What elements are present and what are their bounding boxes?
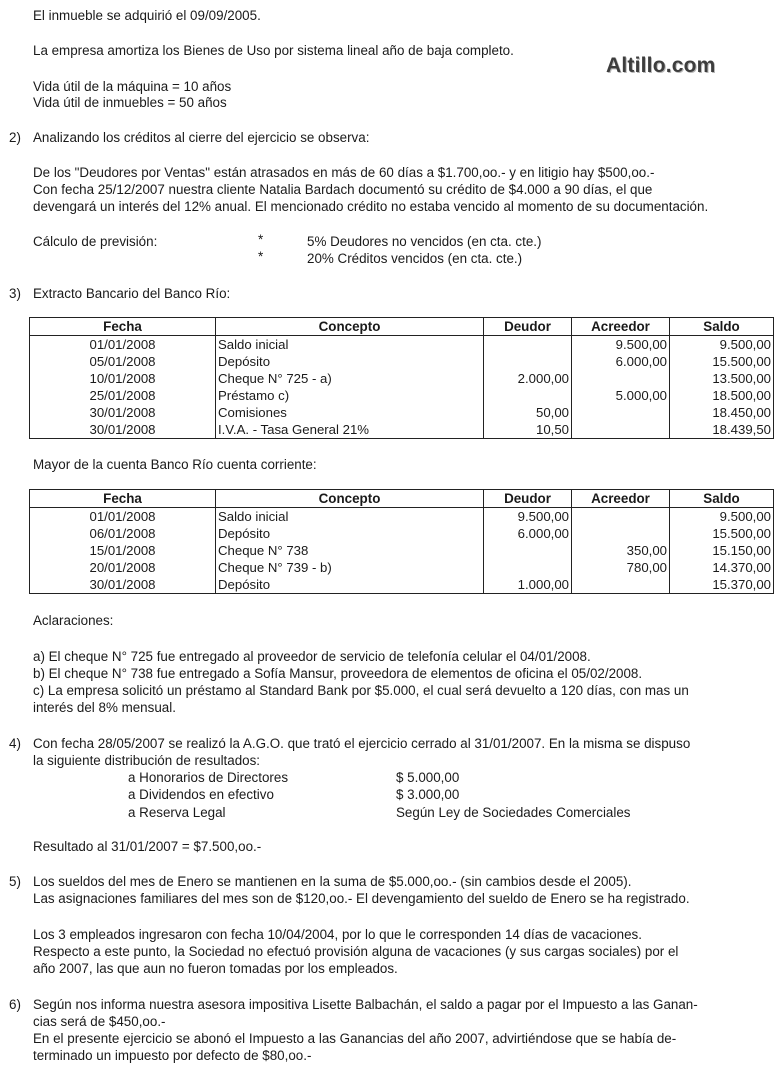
- cell-saldo: 9.500,00: [670, 508, 774, 526]
- section-4-paragraph-2: la siguiente distribución de resultados:: [33, 753, 261, 768]
- distribucion-label-2: a Dividendos en efectivo: [128, 787, 274, 802]
- cell-concepto: Depósito: [216, 525, 484, 542]
- cell-deudor: 6.000,00: [484, 525, 572, 542]
- column-header-acreedor: Acreedor: [572, 490, 670, 508]
- section-5-paragraph-2: Las asignaciones familiares del mes son de $120,oo.- El devengamiento del sueldo de Enero se ha registrado.: [33, 891, 690, 906]
- section-2-paragraph-2a: Con fecha 25/12/2007 nuestra cliente Natalia Bardach documentó su crédito de $4.000 a 90 días, el que: [33, 182, 653, 197]
- aclaracion-b: b) El cheque N° 738 fue entregado a Sofía Mansur, proveedora de elementos de oficina el 05/02/2008.: [33, 666, 643, 681]
- section-2-number: 2): [9, 130, 21, 145]
- cell-acreedor: 5.000,00: [572, 387, 670, 404]
- cell-concepto: Cheque N° 739 - b): [216, 559, 484, 576]
- cell-fecha: 25/01/2008: [30, 387, 216, 404]
- section-2-paragraph-1: De los "Deudores por Ventas" están atrasados en más de 60 días a $1.700,oo.- y en litigio hay $500,oo.-: [33, 165, 655, 180]
- cell-acreedor: 780,00: [572, 559, 670, 576]
- section-5-paragraph-1: Los sueldos del mes de Enero se mantienen en la suma de $5.000,oo.- (sin cambios desde el 2005).: [33, 874, 632, 889]
- calculo-label: Cálculo de previsión:: [33, 234, 158, 249]
- section-5-paragraph-3: Los 3 empleados ingresaron con fecha 10/04/2004, por lo que le corresponden 14 días de vacaciones.: [33, 927, 642, 942]
- mayor-header-row: [30, 490, 774, 508]
- aclaraciones-heading: Aclaraciones:: [33, 613, 114, 628]
- cell-fecha: 01/01/2008: [30, 508, 216, 526]
- mayor-table: [29, 489, 774, 594]
- table-row: [30, 370, 774, 387]
- bullet-1: *: [258, 232, 264, 247]
- cell-fecha: 15/01/2008: [30, 542, 216, 559]
- column-header-deudor: Deudor: [484, 318, 572, 336]
- table-row: [30, 336, 774, 354]
- cell-concepto: Préstamo c): [216, 387, 484, 404]
- cell-fecha: 30/01/2008: [30, 404, 216, 421]
- column-header-concepto: Concepto: [216, 318, 484, 336]
- cell-concepto: Cheque N° 738: [216, 542, 484, 559]
- cell-acreedor: [572, 576, 670, 594]
- cell-concepto: Comisiones: [216, 404, 484, 421]
- cell-acreedor: 9.500,00: [572, 336, 670, 354]
- table-row: [30, 508, 774, 526]
- cell-fecha: 30/01/2008: [30, 421, 216, 439]
- distribucion-label-1: a Honorarios de Directores: [128, 770, 289, 785]
- section-5-paragraph-5: año 2007, las que aun no fueron tomadas por los empleados.: [33, 961, 398, 976]
- section-2-heading: Analizando los créditos al cierre del ejercicio se observa:: [33, 130, 370, 145]
- cell-acreedor: 6.000,00: [572, 353, 670, 370]
- cell-deudor: [484, 387, 572, 404]
- extracto-table: [29, 317, 774, 439]
- distribucion-label-3: a Reserva Legal: [128, 805, 226, 820]
- cell-concepto: Depósito: [216, 576, 484, 594]
- section-5-number: 5): [9, 874, 21, 889]
- cell-saldo: 15.500,00: [670, 525, 774, 542]
- aclaracion-a: a) El cheque N° 725 fue entregado al proveedor de servicio de telefonía celular el 04/01/2008.: [33, 649, 591, 664]
- cell-fecha: 30/01/2008: [30, 576, 216, 594]
- section-6-paragraph-4: terminado un impuesto por defecto de $80,oo.-: [33, 1048, 312, 1063]
- calculo-item-2: 20% Créditos vencidos (en cta. cte.): [307, 251, 523, 266]
- section-6-paragraph-3: En el presente ejercicio se abonó el Impuesto a las Ganancias del año 2007, advirtiéndose que se había de-: [33, 1031, 677, 1046]
- distribucion-value-3: Según Ley de Sociedades Comerciales: [396, 805, 631, 820]
- resultado-line: Resultado al 31/01/2007 = $7.500,oo.-: [33, 839, 262, 854]
- table-row: [30, 421, 774, 439]
- intro-line-3: Vida útil de la máquina = 10 años: [33, 79, 232, 94]
- cell-deudor: 1.000,00: [484, 576, 572, 594]
- aclaracion-c-line-2: interés del 8% mensual.: [33, 700, 176, 715]
- distribucion-value-1: $ 5.000,00: [396, 770, 460, 785]
- table-row: [30, 525, 774, 542]
- table-row: [30, 404, 774, 421]
- mayor-heading: Mayor de la cuenta Banco Río cuenta corriente:: [33, 457, 317, 472]
- cell-acreedor: [572, 421, 670, 439]
- table-row: [30, 576, 774, 594]
- section-2-paragraph-2b: devengará un interés del 12% anual. El mencionado crédito no estaba vencido al momento de su documentación.: [33, 199, 709, 214]
- cell-concepto: Depósito: [216, 353, 484, 370]
- calculo-item-1: 5% Deudores no vencidos (en cta. cte.): [307, 234, 542, 249]
- cell-saldo: 18.439,50: [670, 421, 774, 439]
- cell-saldo: 18.450,00: [670, 404, 774, 421]
- cell-fecha: 01/01/2008: [30, 336, 216, 354]
- cell-deudor: 10,50: [484, 421, 572, 439]
- cell-fecha: 06/01/2008: [30, 525, 216, 542]
- section-5-paragraph-4: Respecto a este punto, la Sociedad no efectuó provisión alguna de vacaciones (y sus cargas sociales) por el: [33, 944, 679, 959]
- cell-saldo: 14.370,00: [670, 559, 774, 576]
- cell-concepto: Saldo inicial: [216, 336, 484, 354]
- cell-deudor: [484, 336, 572, 354]
- cell-deudor: 2.000,00: [484, 370, 572, 387]
- section-3-number: 3): [9, 286, 21, 301]
- extracto-header-row: [30, 318, 774, 336]
- cell-concepto: Cheque N° 725 - a): [216, 370, 484, 387]
- section-6-paragraph-2: cias será de $450,oo.-: [33, 1014, 166, 1029]
- distribucion-value-2: $ 3.000,00: [396, 787, 460, 802]
- column-header-concepto: Concepto: [216, 490, 484, 508]
- cell-saldo: 15.500,00: [670, 353, 774, 370]
- column-header-fecha: Fecha: [30, 490, 216, 508]
- cell-acreedor: [572, 404, 670, 421]
- section-4-number: 4): [9, 736, 21, 751]
- cell-concepto: Saldo inicial: [216, 508, 484, 526]
- cell-acreedor: 350,00: [572, 542, 670, 559]
- cell-saldo: 15.150,00: [670, 542, 774, 559]
- column-header-saldo: Saldo: [670, 318, 774, 336]
- cell-acreedor: [572, 508, 670, 526]
- cell-deudor: [484, 353, 572, 370]
- column-header-fecha: Fecha: [30, 318, 216, 336]
- table-row: [30, 387, 774, 404]
- aclaracion-c-line-1: c) La empresa solicitó un préstamo al Standard Bank por $5.000, el cual será devuelto a 120 días, con mas un: [33, 683, 689, 698]
- cell-fecha: 20/01/2008: [30, 559, 216, 576]
- table-row: [30, 559, 774, 576]
- cell-fecha: 05/01/2008: [30, 353, 216, 370]
- table-row: [30, 353, 774, 370]
- section-4-paragraph-1: Con fecha 28/05/2007 se realizó la A.G.O. que trató el ejercicio cerrado al 31/01/2007. En la misma se dispuso: [33, 736, 691, 751]
- cell-saldo: 18.500,00: [670, 387, 774, 404]
- section-6-number: 6): [9, 997, 21, 1012]
- table-row: [30, 542, 774, 559]
- cell-acreedor: [572, 525, 670, 542]
- column-header-saldo: Saldo: [670, 490, 774, 508]
- cell-deudor: [484, 559, 572, 576]
- cell-concepto: I.V.A. - Tasa General 21%: [216, 421, 484, 439]
- column-header-acreedor: Acreedor: [572, 318, 670, 336]
- watermark-logo: Altillo.com: [606, 54, 716, 77]
- cell-acreedor: [572, 370, 670, 387]
- bullet-2: *: [258, 249, 264, 264]
- section-6-paragraph-1: Según nos informa nuestra asesora impositiva Lisette Balbachán, el saldo a pagar por el Impuesto a las Ganan-: [33, 997, 698, 1012]
- column-header-deudor: Deudor: [484, 490, 572, 508]
- section-3-heading: Extracto Bancario del Banco Río:: [33, 286, 231, 301]
- cell-deudor: 50,00: [484, 404, 572, 421]
- cell-deudor: 9.500,00: [484, 508, 572, 526]
- cell-saldo: 9.500,00: [670, 336, 774, 354]
- cell-deudor: [484, 542, 572, 559]
- cell-saldo: 15.370,00: [670, 576, 774, 594]
- cell-fecha: 10/01/2008: [30, 370, 216, 387]
- intro-line-4: Vida útil de inmuebles = 50 años: [33, 95, 227, 110]
- cell-saldo: 13.500,00: [670, 370, 774, 387]
- intro-line-1: El inmueble se adquirió el 09/09/2005.: [33, 8, 261, 23]
- intro-line-2: La empresa amortiza los Bienes de Uso por sistema lineal año de baja completo.: [33, 43, 514, 58]
